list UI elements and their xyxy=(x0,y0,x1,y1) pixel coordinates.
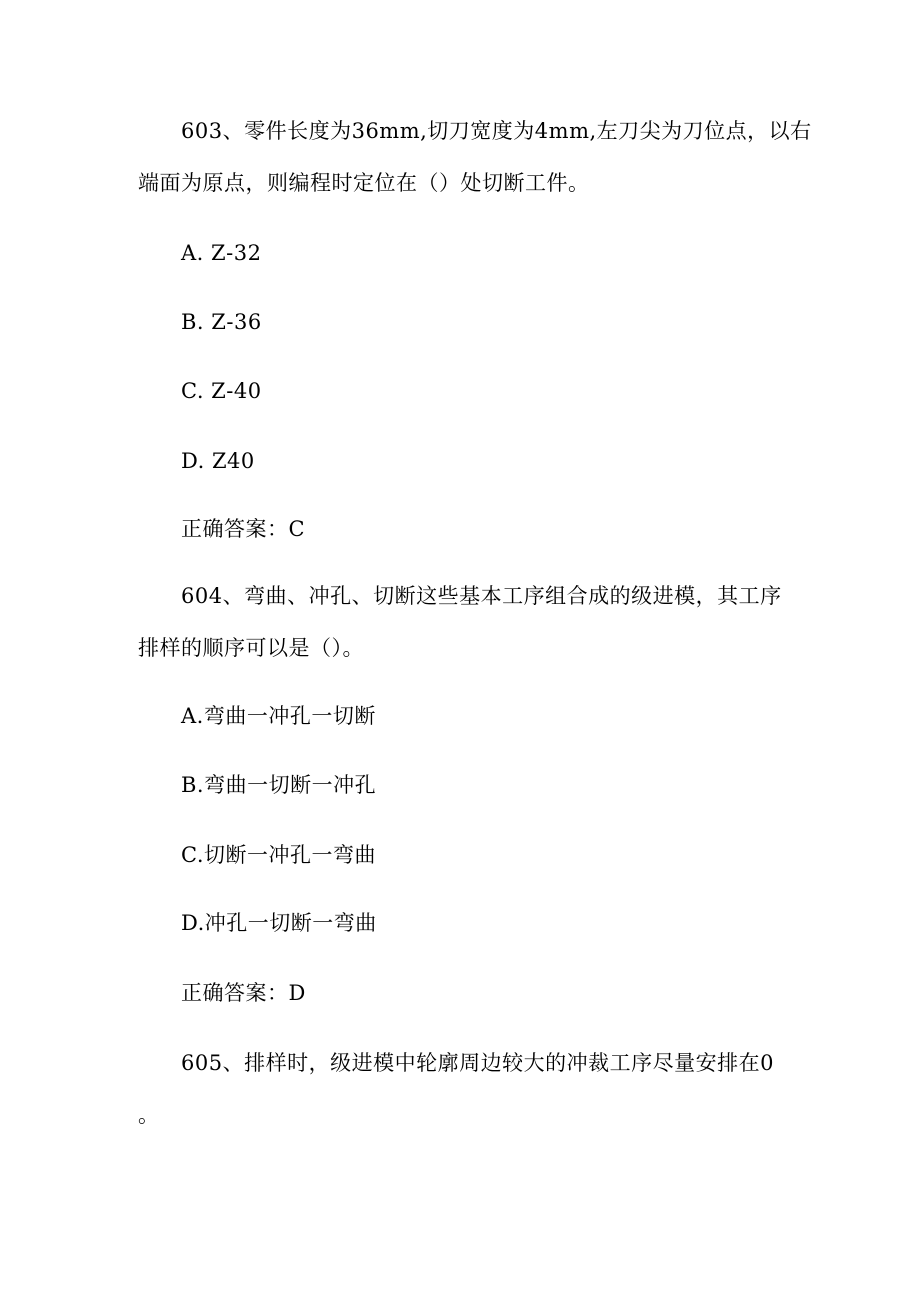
question-604-option-a: A.弯曲一冲孔一切断 xyxy=(181,704,376,728)
question-603-option-c: C. Z-40 xyxy=(181,379,262,403)
question-604-option-d: D.冲孔一切断一弯曲 xyxy=(181,911,377,935)
question-604-option-b: B.弯曲一切断一冲孔 xyxy=(181,773,377,797)
question-604-text-line1: 604、弯曲、冲孔、切断这些基本工序组合成的级进模，其工序 xyxy=(181,584,782,608)
question-605-text-line1: 605、排样时，级进模中轮廓周边较大的冲裁工序尽量安排在0 xyxy=(181,1051,774,1075)
question-603-option-a: A. Z-32 xyxy=(181,241,262,265)
question-604-text-line2: 排样的顺序可以是（）。 xyxy=(138,636,364,660)
question-603-answer: 正确答案：C xyxy=(181,517,306,541)
question-605-text-line2: 。 xyxy=(138,1103,160,1127)
question-603-option-b: B. Z-36 xyxy=(181,310,262,334)
question-603-text-line1: 603、零件长度为36mm,切刀宽度为4mm,左刀尖为刀位点，以右 xyxy=(181,119,812,143)
question-603-text-line2: 端面为原点，则编程时定位在（）处切断工件。 xyxy=(138,171,590,195)
question-603-option-d: D. Z40 xyxy=(181,449,255,473)
question-604-answer: 正确答案：D xyxy=(181,981,306,1005)
question-604-option-c: C.切断一冲孔一弯曲 xyxy=(181,843,376,867)
